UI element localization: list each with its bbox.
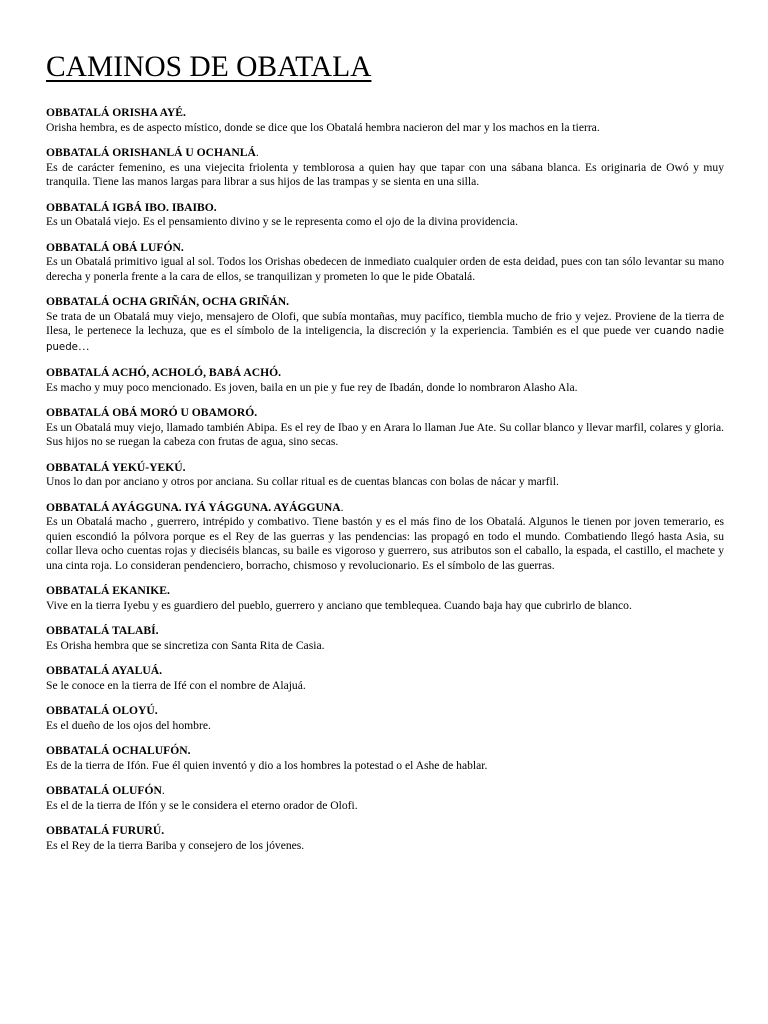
entry-body-text: Unos lo dan por anciano y otros por anciana. Su collar ritual es de cuentas blancas con bolas de nácar y marfil. [46,475,559,488]
entry-title-text: OBBATALÁ FURURÚ. [46,824,165,837]
entry-body [46,421,724,450]
entry-body [46,679,724,694]
entry-title [46,824,724,839]
entry-body [46,475,724,490]
entry-title [46,201,724,216]
entry-body [46,310,724,356]
entry-title-text: OBBATALÁ OCHALUFÓN. [46,744,191,757]
entry [46,584,724,613]
entry [46,146,724,190]
entry-title [46,624,724,639]
entry-title [46,704,724,719]
entry [46,824,724,853]
entry-body [46,639,724,654]
entry-title [46,241,724,256]
entry-title-text: OBBATALÁ ORISHANLÁ U OCHANLÁ [46,146,256,159]
entry [46,784,724,813]
entry-body [46,599,724,614]
entry-title-suffix: . [161,784,165,797]
entry-title-text: OBBATALÁ OBÁ LUFÓN. [46,240,184,254]
entry [46,106,724,135]
entry-body-end-text: … [77,339,90,353]
entry-body-text: Se trata de un Obatalá muy viejo, mensajero de Olofi, que subía montañas, muy pacífico, tiembla mucho de frio y vejez. Proviene de la tierra de Ilesa, le pertenece la lechuza, que es el símbolo de la inteligencia, la discreción y la experiencia. También es el que puede ver [46,309,724,337]
entry-title-text: OBBATALÁ ACHÓ, ACHOLÓ, BABÁ ACHÓ. [46,366,282,379]
entry-title [46,366,724,381]
entry-body-text: Es un Obatalá viejo. Es el pensamiento divino y se le representa como el ojo de la divina providencia. [46,215,518,228]
entry-body-text: Es de carácter femenino, es una viejecita friolenta y temblorosa a quien hay que tapar con una sábana blanca. Es originaria de Owó y muy tranquila. Tiene las manos largas para librar a sus hijos de las trampas y se sienta en una silla. [46,160,724,188]
entry [46,241,724,285]
entry [46,366,724,395]
entry-body-text: Se le conoce en la tierra de Ifé con el nombre de Alajuá. [46,678,306,692]
entry-body [46,215,724,230]
entry-body [46,839,724,854]
entry-body-text: Es un Obatalá muy viejo, llamado también Abipa. Es el rey de Ibao y en Arara lo llaman Jue Ate. Su collar blanco y llevar marfil, colares y gloria. Sus hijos no se ruegan la cabeza con frutas de agua, sino secas. [46,420,724,448]
entry-body [46,799,724,814]
entry-body-alt-text: cuando nadie puede [46,326,724,353]
entry-title [46,106,724,121]
entry-body-text: Es Orisha hembra que se sincretiza con Santa Rita de Casia. [46,638,325,652]
entry-title-text: OBBATALÁ YEKÚ-YEKÚ. [46,460,186,474]
entry-title-text: OBBATALÁ ORISHA AYÉ. [46,106,186,119]
entry-body-text: Es macho y muy poco mencionado. Es joven, baila en un pie y fue rey de Ibadán, donde lo nombraron Alasho Ala. [46,380,578,394]
entry-title-text: OBBATALÁ IGBÁ IBO. IBAIBO. [46,200,217,214]
entry-title [46,295,724,310]
entries-list [46,106,724,853]
entry [46,744,724,773]
entry-title [46,584,724,599]
entry-title [46,406,724,421]
entry-title-text: OBBATALÁ OLOYÚ. [46,704,158,717]
entry-title-text: OBBATALÁ OBÁ MORÓ U OBAMORÓ. [46,406,258,419]
entry-body [46,719,724,734]
entry [46,295,724,355]
entry-title [46,501,724,516]
entry-title-text: OBBATALÁ OCHA GRIÑÁN, OCHA GRIÑÁN. [46,295,290,308]
entry-body-text: Es de la tierra de Ifón. Fue él quien inventó y dio a los hombres la potestad o el Ashe de hablar. [46,758,488,772]
entry-title [46,146,724,161]
entry-title [46,664,724,679]
entry-body-text: Es el dueño de los ojos del hombre. [46,718,211,732]
entry [46,406,724,450]
entry-title [46,784,724,799]
entry-title-text: OBBATALÁ EKANIKE. [46,584,170,597]
entry-body-text: Es un Obatalá macho , guerrero, intrépido y combativo. Tiene bastón y es el más fino de los Obatalá. Algunos le tienen por joven temerario, es quien escondió la pólvora porque es el Rey de las guerras y las pendencias: las propagó en todo el mundo. Combatiendo llegó hasta Asia, su collar lleva ocho cuentas rojas y dieciséis blancas, su baile es vigoroso y guerrero, sus atributos son el caballo, la espada, el castillo, el machete y una cinta roja. Lo consideran pendenciero, borracho, chismoso y revolucionario. Es el símbolo de las guerras. [46,515,724,572]
entry [46,624,724,653]
entry [46,501,724,574]
entry-body [46,381,724,396]
entry-title-suffix: . [340,500,344,514]
entry-body [46,759,724,774]
entry [46,461,724,490]
entry-body-text: Es el de la tierra de Ifón y se le considera el eterno orador de Olofi. [46,798,358,812]
entry-title-text: OBBATALÁ TALABÍ. [46,624,159,637]
entry-title-text: OBBATALÁ OLUFÓN [46,784,162,797]
entry [46,664,724,693]
entry-title-text: OBBATALÁ AYÁGGUNA. IYÁ YÁGGUNA. AYÁGGUNA [46,500,341,514]
entry-body [46,121,724,136]
document-title: CAMINOS DE OBATALA [46,51,372,83]
entry-body-text: Es un Obatalá primitivo igual al sol. Todos los Orishas obedecen de inmediato cualquier orden de esta deidad, pues con tan sólo levantar su mano derecha y ponerla frente a la cara de ellos, se tranquilizan y prometen lo que le pide Obatalá. [46,255,724,283]
entry-body-text: Vive en la tierra Iyebu y es guardiero del pueblo, guerrero y anciano que tembleque​a. Cuando baja hay que cubrirlo de blanco. [46,598,632,612]
entry-body-text: Es el Rey de la tierra Bariba y consejero de los jóvenes. [46,838,305,852]
entry-body [46,161,724,190]
entry-body [46,515,724,573]
entry [46,704,724,733]
entry-title [46,744,724,759]
entry-body [46,255,724,284]
entry-body-text: Orisha hembra, es de aspecto místico, donde se dice que los Obatalá hembra nacieron del mar y los machos en la tierra. [46,120,600,134]
entry-title-text: OBBATALÁ AYALUÁ. [46,664,162,677]
entry [46,201,724,230]
entry-title [46,461,724,476]
entry-title-suffix: . [255,146,259,159]
document-page [46,50,724,864]
